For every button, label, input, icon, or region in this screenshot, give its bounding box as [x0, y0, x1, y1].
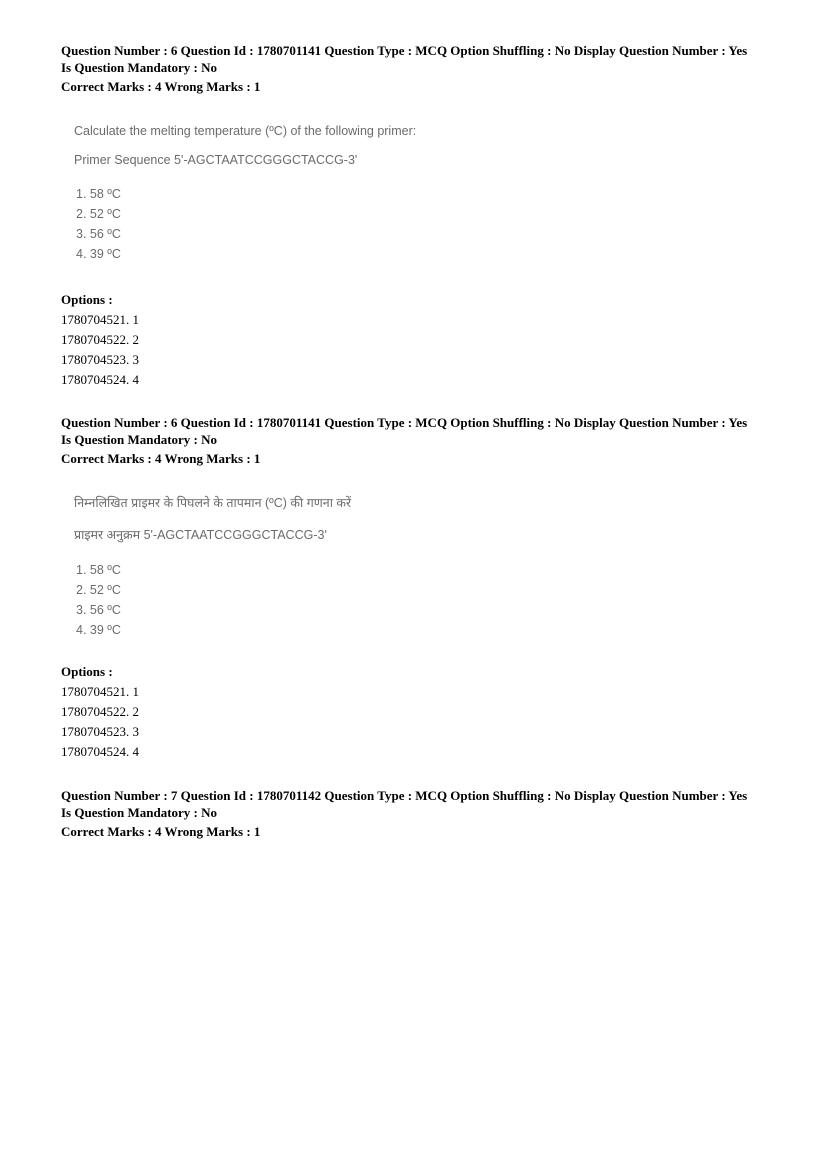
option-item: 1780704522. 2	[61, 704, 139, 719]
question-mandatory-line: Is Question Mandatory : No	[61, 805, 218, 820]
option-item: 1780704524. 4	[61, 372, 139, 387]
question-meta-line: Question Number : 6 Question Id : 1780701141 Question Type : MCQ Option Shuffling : No Display Question Number : Yes	[61, 415, 748, 430]
choice-item: 4. 39 ºC	[76, 247, 121, 261]
question-marks-line: Correct Marks : 4 Wrong Marks : 1	[61, 451, 261, 466]
primer-sequence: Primer Sequence 5'-AGCTAATCCGGGCTACCG-3'	[74, 153, 358, 167]
option-item: 1780704522. 2	[61, 332, 139, 347]
option-item: 1780704521. 1	[61, 312, 139, 327]
question-meta-q6-hi	[61, 414, 781, 467]
question-meta-line: Question Number : 6 Question Id : 1780701141 Question Type : MCQ Option Shuffling : No Display Question Number : Yes	[61, 43, 748, 58]
options-list	[61, 310, 781, 390]
choice-item: 2. 52 ºC	[76, 583, 121, 597]
question-meta-q7	[61, 787, 781, 840]
options-list	[61, 682, 781, 762]
option-item: 1780704524. 4	[61, 744, 139, 759]
choice-list	[76, 560, 351, 640]
question-stem: Calculate the melting temperature (ºC) of the following primer:	[74, 124, 417, 138]
choice-list	[76, 184, 416, 264]
question-image-hi	[74, 494, 351, 640]
question-marks-line: Correct Marks : 4 Wrong Marks : 1	[61, 824, 261, 839]
question-stem: निम्नलिखित प्राइमर के पिघलने के तापमान (ºC) की गणना करें	[74, 496, 352, 510]
choice-item: 1. 58 ºC	[76, 187, 121, 201]
choice-item: 3. 56 ºC	[76, 227, 121, 241]
choice-item: 2. 52 ºC	[76, 207, 121, 221]
question-mandatory-line: Is Question Mandatory : No	[61, 432, 218, 447]
options-label: Options :	[61, 292, 113, 307]
options-section-hi	[61, 664, 781, 762]
question-meta-q6-en	[61, 42, 781, 95]
option-item: 1780704523. 3	[61, 724, 139, 739]
question-mandatory-line: Is Question Mandatory : No	[61, 60, 218, 75]
choice-item: 4. 39 ºC	[76, 623, 121, 637]
options-section-en	[61, 292, 781, 390]
choice-item: 3. 56 ºC	[76, 603, 121, 617]
option-item: 1780704523. 3	[61, 352, 139, 367]
options-label: Options :	[61, 664, 113, 679]
choice-item: 1. 58 ºC	[76, 563, 121, 577]
question-meta-line: Question Number : 7 Question Id : 1780701142 Question Type : MCQ Option Shuffling : No Display Question Number : Yes	[61, 788, 748, 803]
question-image-en	[74, 124, 416, 264]
option-item: 1780704521. 1	[61, 684, 139, 699]
question-marks-line: Correct Marks : 4 Wrong Marks : 1	[61, 79, 261, 94]
primer-sequence: प्राइमर अनुक्रम 5'-AGCTAATCCGGGCTACCG-3'	[74, 528, 327, 542]
